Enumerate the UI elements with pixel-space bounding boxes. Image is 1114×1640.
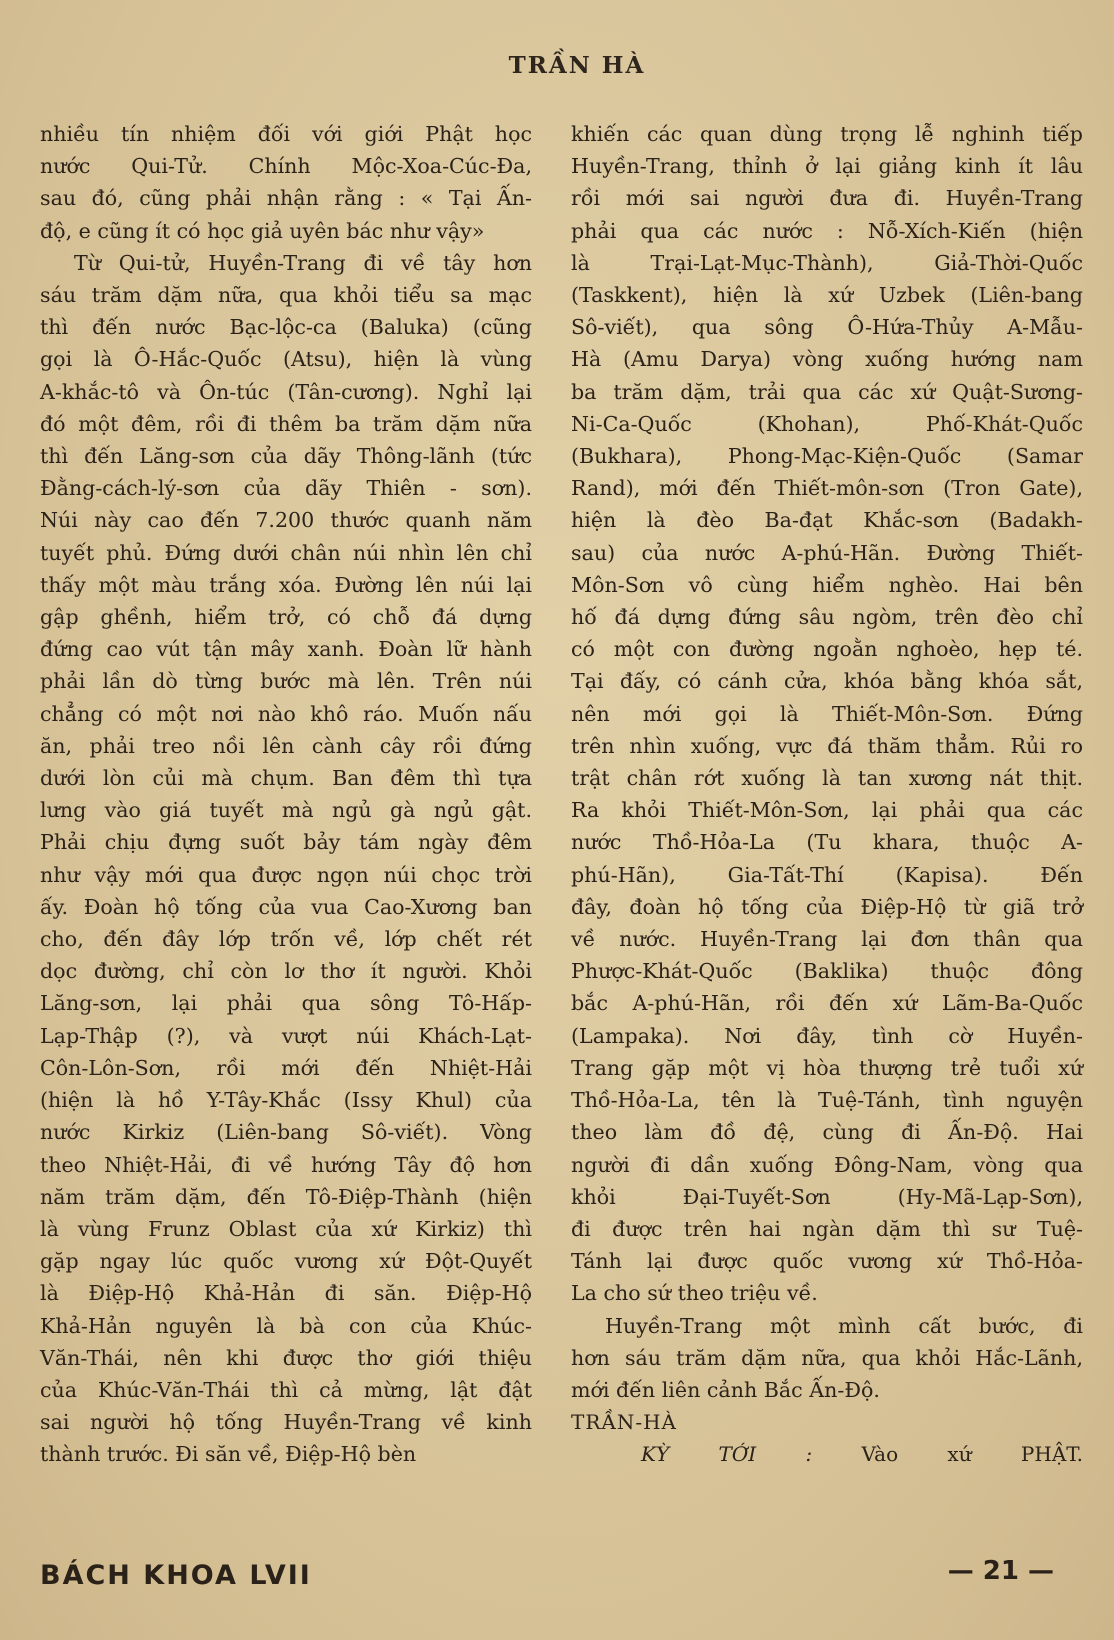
text-line: Tánh lại được quốc vương xứ Thồ-Hỏa-: [571, 1249, 1083, 1274]
text-line: gọi là Ô-Hắc-Quốc (Atsu), hiện là vùng: [40, 347, 532, 372]
text-line: thì đến Lăng-sơn của dãy Thông-lãnh (tức: [40, 444, 532, 469]
text-line: của Khúc-Văn-Thái thì cả mừng, lật đật: [40, 1377, 532, 1402]
text-line: Sô-viết), qua sông Ô-Hứa-Thủy A-Mẫu-: [571, 315, 1083, 340]
text-line: sau) của nước A-phú-Hãn. Đường Thiết-: [571, 540, 1083, 565]
text-line: tuyết phủ. Đứng dưới chân núi nhìn lên chỉ: [40, 540, 532, 565]
text-line: lưng vào giá tuyết mà ngủ gà ngủ gật.: [40, 798, 532, 823]
text-line: (hiện là hồ Y-Tây-Khắc (Issy Khul) của: [40, 1088, 532, 1113]
text-line: Huyền-Trang, thỉnh ở lại giảng kinh ít lâu: [571, 154, 1083, 179]
text-line: có một con đường ngoằn nghoèo, hẹp té.: [571, 637, 1083, 662]
text-line: sáu trăm dặm nữa, qua khỏi tiểu sa mạc: [40, 283, 532, 308]
text-line: dưới lòn củi mà chụm. Ban đêm thì tựa: [40, 766, 532, 791]
text-line: sai người hộ tống Huyền-Trang về kinh: [40, 1410, 532, 1435]
text-line: nước Thồ-Hỏa-La (Tu khara, thuộc A-: [571, 830, 1083, 855]
text-column-left: [40, 118, 532, 1471]
text-line: đây, đoàn hộ tống của Điệp-Hộ từ giã trở: [571, 894, 1083, 919]
text-line: trên nhìn xuống, vực đá thăm thẳm. Rủi ro: [571, 733, 1083, 758]
text-line: Lạp-Thập (?), và vượt núi Khách-Lạt-: [40, 1023, 532, 1048]
footer-magazine-title: BÁCH KHOA LVII: [40, 1560, 312, 1591]
text-line: Phược-Khát-Quốc (Baklika) thuộc đông: [571, 959, 1083, 984]
text-line: năm trăm dặm, đến Tô-Điệp-Thành (hiện: [40, 1184, 532, 1209]
text-line: trật chân rớt xuống là tan xương nát thịt.: [571, 766, 1083, 791]
text-line: La cho sứ theo triệu về.: [571, 1281, 818, 1306]
text-line: nước Kirkiz (Liên-bang Sô-viết). Vòng: [40, 1120, 532, 1145]
text-line: A-khắc-tô và Ôn-túc (Tân-cương). Nghỉ lại: [40, 379, 532, 404]
text-line: Hà (Amu Darya) vòng xuống hướng nam: [571, 347, 1083, 372]
text-line: sau đó, cũng phải nhận rằng : « Tại Ấn-: [40, 186, 532, 211]
text-line: (Lampaka). Nơi đây, tình cờ Huyền-: [571, 1023, 1083, 1048]
text-line: độ, e cũng ít có học giả uyên bác như vậy»: [40, 218, 485, 243]
text-line: Từ Qui-tử, Huyền-Trang đi về tây hơn: [74, 250, 532, 275]
text-line: Núi này cao đến 7.200 thước quanh năm: [40, 508, 532, 533]
text-line: cho, đến đây lớp trốn về, lớp chết rét: [40, 927, 532, 952]
text-line: mới đến liên cảnh Bắc Ấn-Độ.: [571, 1377, 880, 1402]
running-header-author: TRẦN HÀ: [508, 52, 646, 79]
text-line: đó một đêm, rồi đi thêm ba trăm dặm nữa: [40, 411, 532, 436]
text-line: hiện là đèo Ba-đạt Khắc-sơn (Badakh-: [571, 508, 1083, 533]
text-line: Lăng-sơn, lại phải qua sông Tô-Hấp-: [40, 991, 532, 1016]
text-line: gập ghềnh, hiểm trở, có chỗ đá dựng: [40, 605, 532, 630]
text-line: theo làm đồ đệ, cùng đi Ấn-Độ. Hai: [571, 1120, 1083, 1145]
text-line: về nước. Huyền-Trang lại đơn thân qua: [571, 927, 1083, 952]
text-line: thành trước. Đi săn về, Điệp-Hộ bèn: [40, 1442, 417, 1467]
text-line: chẳng có một nơi nào khô ráo. Muốn nấu: [40, 701, 532, 726]
text-line: Trang gặp một vị hòa thượng trẻ tuổi xứ: [571, 1055, 1083, 1080]
text-line: nước Qui-Tử. Chính Mộc-Xoa-Cúc-Đa,: [40, 154, 532, 179]
text-line: Huyền-Trang một mình cất bước, đi: [605, 1313, 1083, 1338]
text-line: bắc A-phú-Hãn, rồi đến xứ Lãm-Ba-Quốc: [571, 991, 1083, 1016]
text-line: Thồ-Hỏa-La, tên là Tuệ-Tánh, tình nguyện: [571, 1088, 1083, 1113]
text-line: phải lần dò từng bước mà lên. Trên núi: [40, 669, 532, 694]
text-line: như vậy mới qua được ngọn núi chọc trời: [40, 862, 532, 887]
text-line: là vùng Frunz Oblast của xứ Kirkiz) thì: [40, 1216, 532, 1241]
text-line: hơn sáu trăm dặm nữa, qua khỏi Hắc-Lãnh,: [571, 1345, 1083, 1370]
text-line: Tại đấy, có cánh cửa, khóa bằng khóa sắt,: [571, 669, 1083, 694]
text-line: rồi mới sai người đưa đi. Huyền-Trang: [571, 186, 1083, 211]
text-line: hố đá dựng đứng sâu ngòm, trên đèo chỉ: [571, 605, 1083, 630]
text-line: (Taskkent), hiện là xứ Uzbek (Liên-bang: [571, 283, 1083, 308]
text-line: phú-Hãn), Gia-Tất-Thí (Kapisa). Đến: [571, 862, 1083, 887]
text-line: Môn-Sơn vô cùng hiểm nghèo. Hai bên: [571, 572, 1083, 597]
text-line: Đằng-cách-lý-sơn của dãy Thiên - sơn).: [40, 476, 532, 501]
text-line: Ra khỏi Thiết-Môn-Sơn, lại phải qua các: [571, 798, 1083, 823]
text-line: nhiều tín nhiệm đối với giới Phật học: [40, 122, 532, 146]
text-line: đi được trên hai ngàn dặm thì sư Tuệ-: [571, 1216, 1083, 1241]
text-line: gặp ngay lúc quốc vương xứ Đột-Quyết: [40, 1249, 532, 1274]
text-line: dọc đường, chỉ còn lơ thơ ít người. Khỏi: [40, 959, 532, 984]
next-issue-note: [571, 1438, 1083, 1470]
text-line: là Điệp-Hộ Khả-Hản đi săn. Điệp-Hộ: [40, 1281, 532, 1306]
text-line: ba trăm dặm, trải qua các xứ Quật-Sương-: [571, 379, 1083, 404]
text-line: Khả-Hản nguyên là bà con của Khúc-: [40, 1313, 532, 1338]
text-line: khỏi Đại-Tuyết-Sơn (Hy-Mã-Lạp-Sơn),: [571, 1184, 1083, 1209]
text-line: theo Nhiệt-Hải, đi về hướng Tây độ hơn: [40, 1152, 532, 1177]
text-line: Phải chịu đựng suốt bảy tám ngày đêm: [40, 830, 532, 855]
text-line: Rand), mới đến Thiết-môn-sơn (Tron Gate),: [571, 476, 1083, 501]
author-signature: TRẦN-HÀ: [571, 1410, 677, 1435]
text-line: thấy một màu trắng xóa. Đường lên núi lại: [40, 572, 532, 597]
text-column-right: [571, 118, 1083, 1471]
text-line: Ni-Ca-Quốc (Khohan), Phố-Khát-Quốc: [571, 411, 1083, 436]
text-line: thì đến nước Bạc-lộc-ca (Baluka) (cũng: [40, 315, 532, 340]
next-issue-label: KỲ TỚI :: [641, 1442, 813, 1467]
footer-page-number: — 21 —: [947, 1556, 1054, 1586]
text-line: là Trại-Lạt-Mục-Thành), Giả-Thời-Quốc: [571, 250, 1083, 275]
text-line: Văn-Thái, nên khi được thơ giới thiệu: [40, 1345, 532, 1370]
text-line: nên mới gọi là Thiết-Môn-Sơn. Đứng: [571, 701, 1083, 726]
next-issue-text: Vào xứ PHẬT.: [861, 1442, 1084, 1467]
text-line: khiến các quan dùng trọng lễ nghinh tiếp: [571, 122, 1083, 146]
text-line: (Bukhara), Phong-Mạc-Kiện-Quốc (Samar: [571, 444, 1083, 469]
text-line: ăn, phải treo nồi lên cành cây rồi đứng: [40, 733, 532, 758]
text-line: ấy. Đoàn hộ tống của vua Cao-Xương ban: [40, 894, 532, 919]
text-line: Côn-Lôn-Sơn, rồi mới đến Nhiệt-Hải: [40, 1055, 532, 1080]
text-line: người đi dần xuống Đông-Nam, vòng qua: [571, 1152, 1083, 1177]
text-line: phải qua các nước : Nỗ-Xích-Kiến (hiện: [571, 218, 1083, 243]
text-line: đứng cao vút tận mây xanh. Đoàn lữ hành: [40, 637, 532, 662]
